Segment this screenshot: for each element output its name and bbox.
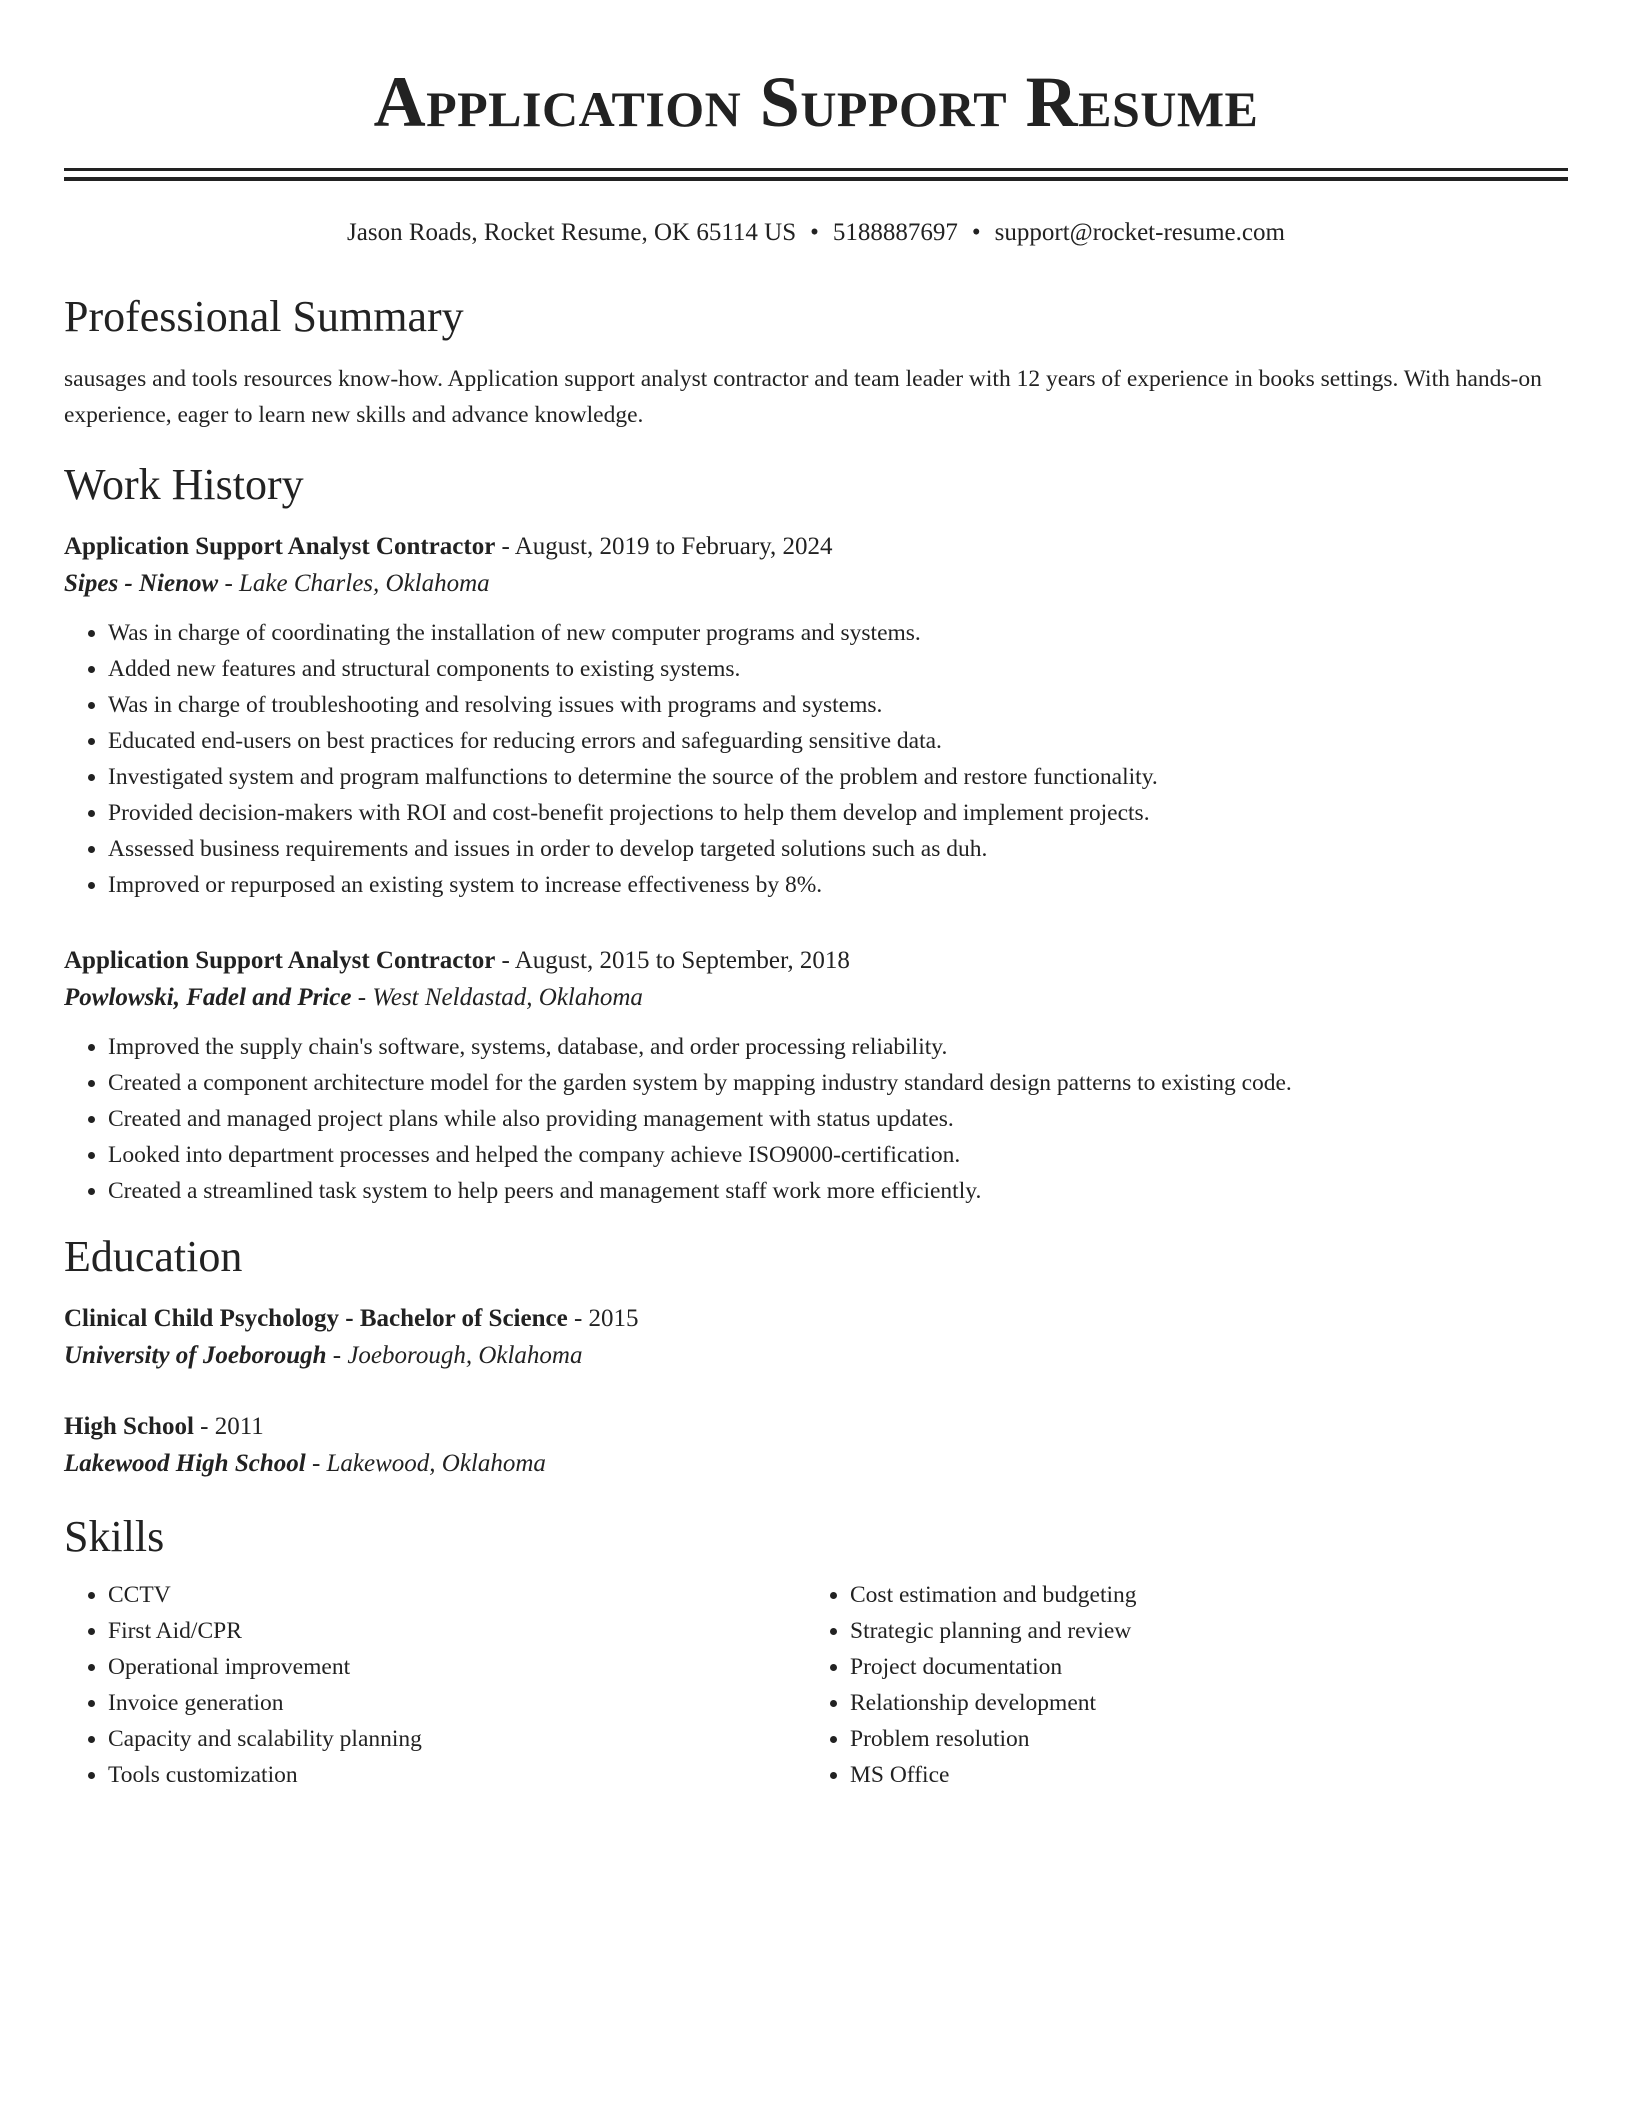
job-title: Application Support Analyst Contractor: [64, 947, 496, 974]
skill-item: • CCTV: [108, 1577, 806, 1613]
job-dates: - August, 2015 to September, 2018: [495, 947, 850, 974]
degree-year: - 2011: [193, 1413, 264, 1440]
education-entry: [64, 1301, 1568, 1375]
education-entry: [64, 1409, 1568, 1483]
skills-heading: Skills: [64, 1512, 165, 1561]
skills-list: [806, 1577, 1548, 1793]
skills-grid: [64, 1577, 1568, 1793]
job-bullet: • Created a streamlined task system to help peers and management staff work more efficiently.: [108, 1173, 1568, 1209]
job-entry: [64, 529, 1568, 903]
job-title-line: [64, 529, 1568, 565]
skills-column-left: [64, 1577, 806, 1793]
degree-line: [64, 1301, 1568, 1337]
job-company-line: [64, 565, 1568, 603]
school-name: University of Joeborough: [64, 1342, 327, 1369]
degree-name: Clinical Child Psychology - Bachelor of Science: [64, 1305, 568, 1332]
job-location: - West Neldastad, Oklahoma: [351, 984, 643, 1011]
skill-item: • Tools customization: [108, 1757, 806, 1793]
job-bullet: • Created a component architecture model for the garden system by mapping industry standard design patterns to existing code.: [108, 1065, 1568, 1101]
degree-name: High School: [64, 1413, 194, 1440]
school-location: - Joeborough, Oklahoma: [326, 1342, 583, 1369]
job-bullet: • Looked into department processes and helped the company achieve ISO9000-certification.: [108, 1137, 1568, 1173]
contact-phone: 5188887697: [832, 219, 958, 246]
contact-address: Jason Roads, Rocket Resume, OK 65114 US: [347, 219, 797, 246]
skill-item: • MS Office: [850, 1757, 1548, 1793]
skill-item: • Capacity and scalability planning: [108, 1721, 806, 1757]
job-location: - Lake Charles, Oklahoma: [218, 570, 490, 597]
contact-separator: •: [810, 219, 819, 246]
school-line: [64, 1337, 1568, 1375]
job-bullet: • Added new features and structural components to existing systems.: [108, 651, 1568, 687]
job-title: Application Support Analyst Contractor: [64, 533, 496, 560]
degree-year: - 2015: [567, 1305, 639, 1332]
resume-title: Application Support Resume: [373, 62, 1259, 142]
contact-line: [64, 217, 1568, 249]
job-bullet: • Was in charge of coordinating the installation of new computer programs and systems.: [108, 615, 1568, 651]
job-dates: - August, 2019 to February, 2024: [495, 533, 833, 560]
job-bullet: • Educated end-users on best practices for reducing errors and safeguarding sensitive data.: [108, 723, 1568, 759]
education-heading: Education: [64, 1232, 243, 1281]
title-divider-top: [64, 168, 1568, 171]
job-bullets: [64, 615, 1568, 903]
contact-email: support@rocket-resume.com: [994, 219, 1285, 246]
title-divider-bottom: [64, 177, 1568, 181]
job-bullet: • Improved the supply chain's software, systems, database, and order processing reliability.: [108, 1029, 1568, 1065]
job-bullet: • Improved or repurposed an existing system to increase effectiveness by 8%.: [108, 867, 1568, 903]
school-location: - Lakewood, Oklahoma: [305, 1450, 546, 1477]
skill-item: • Strategic planning and review: [850, 1613, 1548, 1649]
contact-separator: •: [971, 219, 981, 246]
skill-item: • Operational improvement: [108, 1649, 806, 1685]
job-title-line: [64, 943, 1568, 979]
job-bullet: • Created and managed project plans while also providing management with status updates.: [108, 1101, 1568, 1137]
work-history-heading: Work History: [64, 460, 304, 509]
skill-item: • Problem resolution: [850, 1721, 1548, 1757]
degree-line: [64, 1409, 1568, 1445]
job-bullet: • Was in charge of troubleshooting and resolving issues with programs and systems.: [108, 687, 1568, 723]
job-bullet: • Provided decision-makers with ROI and cost-benefit projections to help them develop and implement projects.: [108, 795, 1568, 831]
job-bullets: [64, 1029, 1568, 1209]
skills-column-right: [806, 1577, 1548, 1793]
skills-list: [64, 1577, 806, 1793]
summary-text: sausages and tools resources know-how. Application support analyst contractor and team leader with 12 years of experience in books settings. With hands-on experience, eager to learn new skills and advance knowledge.: [64, 366, 1542, 428]
job-company-line: [64, 979, 1568, 1017]
skill-item: • Invoice generation: [108, 1685, 806, 1721]
skill-item: • Cost estimation and budgeting: [850, 1577, 1548, 1613]
job-entry: [64, 943, 1568, 1209]
job-company: Powlowski, Fadel and Price: [64, 984, 352, 1011]
skill-item: • Relationship development: [850, 1685, 1548, 1721]
job-bullet: • Assessed business requirements and issues in order to develop targeted solutions such as duh.: [108, 831, 1568, 867]
skill-item: • First Aid/CPR: [108, 1613, 806, 1649]
job-company: Sipes - Nienow: [64, 570, 219, 597]
skill-item: • Project documentation: [850, 1649, 1548, 1685]
job-bullet: • Investigated system and program malfunctions to determine the source of the problem and restore functionality.: [108, 759, 1568, 795]
school-name: Lakewood High School: [64, 1450, 306, 1477]
school-line: [64, 1445, 1568, 1483]
summary-heading: Professional Summary: [64, 292, 464, 341]
